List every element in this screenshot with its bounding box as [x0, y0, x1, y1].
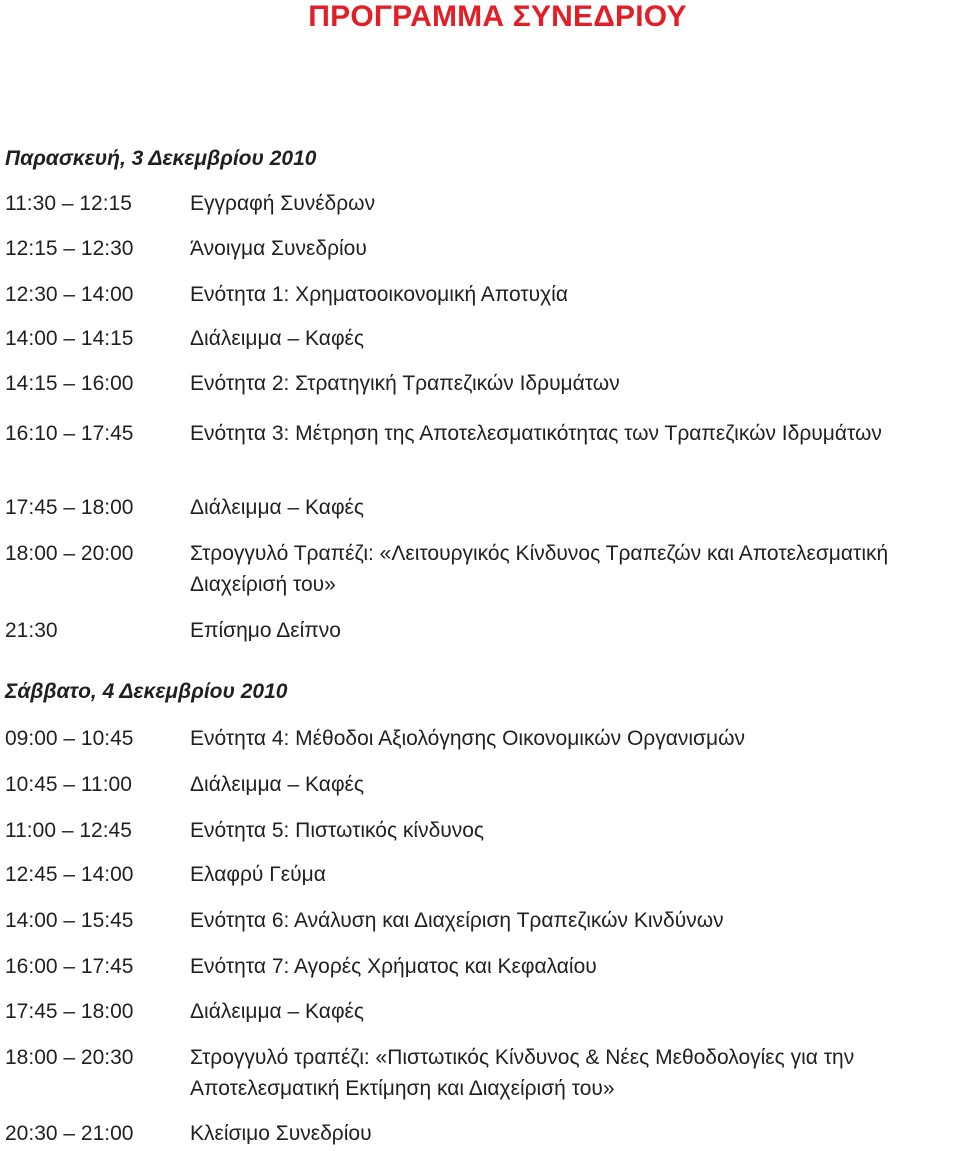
session-time: 17:45 – 18:00 — [5, 1000, 134, 1023]
session-time: 12:45 – 14:00 — [5, 863, 134, 886]
session-title: Εγγραφή Συνέδρων — [190, 192, 376, 215]
session-time: 12:15 – 12:30 — [5, 237, 134, 260]
session-title: Επίσημο Δείπνο — [190, 619, 341, 642]
session-title: Ενότητα 3: Μέτρηση της Αποτελεσματικότητας των Τραπεζικών Ιδρυμάτων — [190, 422, 882, 445]
session-time: 16:10 – 17:45 — [5, 422, 134, 445]
session-title: Ενότητα 7: Αγορές Χρήματος και Κεφαλαίου — [190, 955, 597, 978]
session-title: Ενότητα 5: Πιστωτικός κίνδυνος — [190, 819, 485, 842]
page-title: ΠΡΟΓΡΑΜΜΑ ΣΥΝΕΔΡΙΟΥ — [308, 0, 687, 33]
session-title: Διάλειμμα – Καφές — [190, 496, 365, 519]
session-time: 21:30 — [5, 619, 58, 642]
session-time: 14:15 – 16:00 — [5, 372, 134, 395]
session-title: Στρογγυλό Τραπέζι: «Λειτουργικός Κίνδυνος Τραπεζών και Αποτελεσματική Διαχείρισή του» — [190, 542, 889, 596]
session-title: Ενότητα 4: Μέθοδοι Αξιολόγησης Οικονομικών Οργανισμών — [190, 727, 745, 750]
session-time: 14:00 – 15:45 — [5, 909, 134, 932]
day-heading-saturday: Σάββατο, 4 Δεκεμβρίου 2010 — [5, 680, 288, 703]
session-time: 10:45 – 11:00 — [5, 773, 132, 796]
session-time: 18:00 – 20:00 — [5, 542, 134, 565]
session-title: Ενότητα 2: Στρατηγική Τραπεζικών Ιδρυμάτων — [190, 372, 620, 395]
session-time: 11:30 – 12:15 — [5, 192, 132, 215]
session-title: Ελαφρύ Γεύμα — [190, 863, 326, 886]
session-time: 17:45 – 18:00 — [5, 496, 134, 519]
session-time: 20:30 – 21:00 — [5, 1122, 134, 1145]
session-time: 11:00 – 12:45 — [5, 819, 132, 842]
session-title: Ενότητα 1: Χρηματοοικονομική Αποτυχία — [190, 283, 568, 306]
session-title: Στρογγυλό τραπέζι: «Πιστωτικός Κίνδυνος & Νέες Μεθοδολογίες για την Αποτελεσματική Εκτίμηση και Διαχείρισή του» — [190, 1046, 855, 1100]
session-time: 18:00 – 20:30 — [5, 1046, 134, 1069]
session-time: 16:00 – 17:45 — [5, 955, 134, 978]
session-title: Κλείσιμο Συνεδρίου — [190, 1122, 372, 1145]
day-heading-friday: Παρασκευή, 3 Δεκεμβρίου 2010 — [5, 147, 317, 170]
session-title: Διάλειμμα – Καφές — [190, 327, 365, 350]
session-title: Ενότητα 6: Ανάλυση και Διαχείριση Τραπεζικών Κινδύνων — [190, 909, 724, 932]
session-title: Διάλειμμα – Καφές — [190, 773, 365, 796]
session-title: Άνοιγμα Συνεδρίου — [190, 237, 367, 260]
session-title: Διάλειμμα – Καφές — [190, 1000, 365, 1023]
session-time: 09:00 – 10:45 — [5, 727, 134, 750]
session-time: 12:30 – 14:00 — [5, 283, 134, 306]
session-time: 14:00 – 14:15 — [5, 327, 134, 350]
